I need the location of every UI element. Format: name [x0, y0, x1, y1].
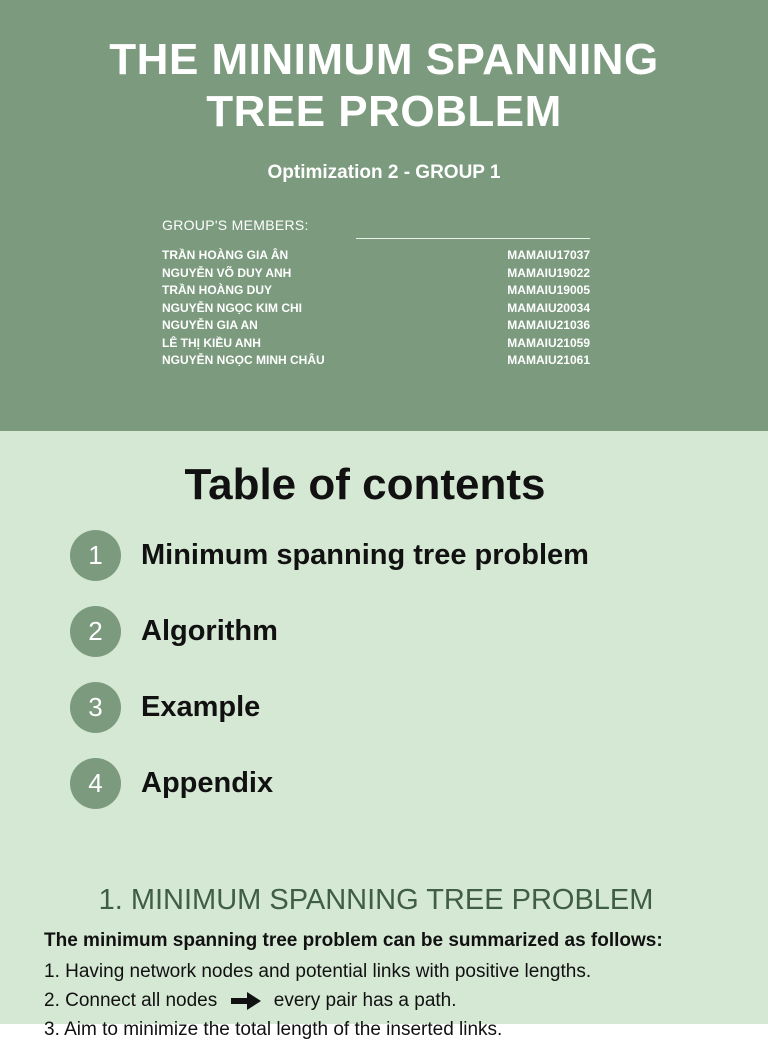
section-intro: The minimum spanning tree problem can be summarized as follows: [44, 930, 663, 951]
member-row [162, 247, 590, 265]
member-id: MAMAIU20034 [507, 300, 590, 315]
member-name: NGUYỄN NGỌC KIM CHI [162, 300, 303, 315]
member-id: MAMAIU21036 [507, 318, 590, 332]
member-name: NGUYỄN NGỌC MINH CHÂU [162, 353, 325, 367]
member-name: TRẦN HOÀNG GIA ÂN [162, 248, 289, 262]
toc-item-3[interactable] [70, 682, 589, 732]
toc-number-badge: 3 [70, 682, 121, 733]
member-row [162, 317, 590, 335]
section-point-text: 2. Connect all nodes [44, 990, 218, 1011]
section-point [44, 957, 591, 986]
cover-title-line1: THE MINIMUM SPANNING [109, 35, 659, 84]
cover-subtitle: Optimization 2 - GROUP 1 [267, 162, 501, 183]
toc-item-label: Example [141, 690, 261, 723]
members-list [162, 247, 590, 370]
toc-number-badge: 1 [70, 530, 121, 581]
section-point-text: 3. Aim to minimize the total length of the inserted links. [44, 1019, 503, 1040]
member-row [162, 352, 590, 370]
toc-item-1[interactable] [70, 530, 589, 580]
toc-item-label: Minimum spanning tree problem [141, 538, 589, 571]
section-point [44, 1015, 591, 1044]
toc-item-4[interactable] [70, 758, 589, 808]
member-id: MAMAIU19022 [507, 265, 590, 280]
member-row [162, 265, 590, 283]
toc-item-label: Algorithm [141, 614, 278, 647]
section-points [44, 957, 591, 1044]
member-id: MAMAIU21061 [507, 353, 590, 367]
section-point [44, 986, 591, 1015]
toc-item-2[interactable] [70, 606, 589, 656]
cover-title [0, 34, 768, 138]
section-heading: 1. MINIMUM SPANNING TREE PROBLEM [98, 884, 654, 916]
member-row [162, 300, 590, 318]
toc-number-badge: 2 [70, 606, 121, 657]
right-arrow-icon [231, 992, 261, 1010]
member-id: MAMAIU19005 [507, 283, 590, 297]
toc-title: Table of contents [184, 460, 546, 509]
member-name: NGUYỄN VÕ DUY ANH [162, 265, 292, 280]
toc-number-badge: 4 [70, 758, 121, 809]
section-point-text: every pair has a path. [273, 990, 457, 1011]
cover-slide [0, 0, 768, 431]
member-name: NGUYỄN GIA AN [162, 318, 258, 332]
cover-title-line2: TREE PROBLEM [206, 87, 562, 136]
member-name: TRẦN HOÀNG DUY [162, 283, 272, 297]
toc-list [70, 530, 589, 834]
members-label: GROUP'S MEMBERS: [162, 217, 309, 233]
member-row [162, 335, 590, 353]
toc-item-label: Appendix [141, 766, 274, 799]
member-id: MAMAIU21059 [507, 335, 590, 350]
member-row [162, 282, 590, 300]
members-divider [356, 238, 590, 239]
member-name: LÊ THỊ KIỀU ANH [162, 335, 261, 350]
member-id: MAMAIU17037 [507, 248, 590, 262]
section-point-text: 1. Having network nodes and potential links with positive lengths. [44, 961, 592, 982]
